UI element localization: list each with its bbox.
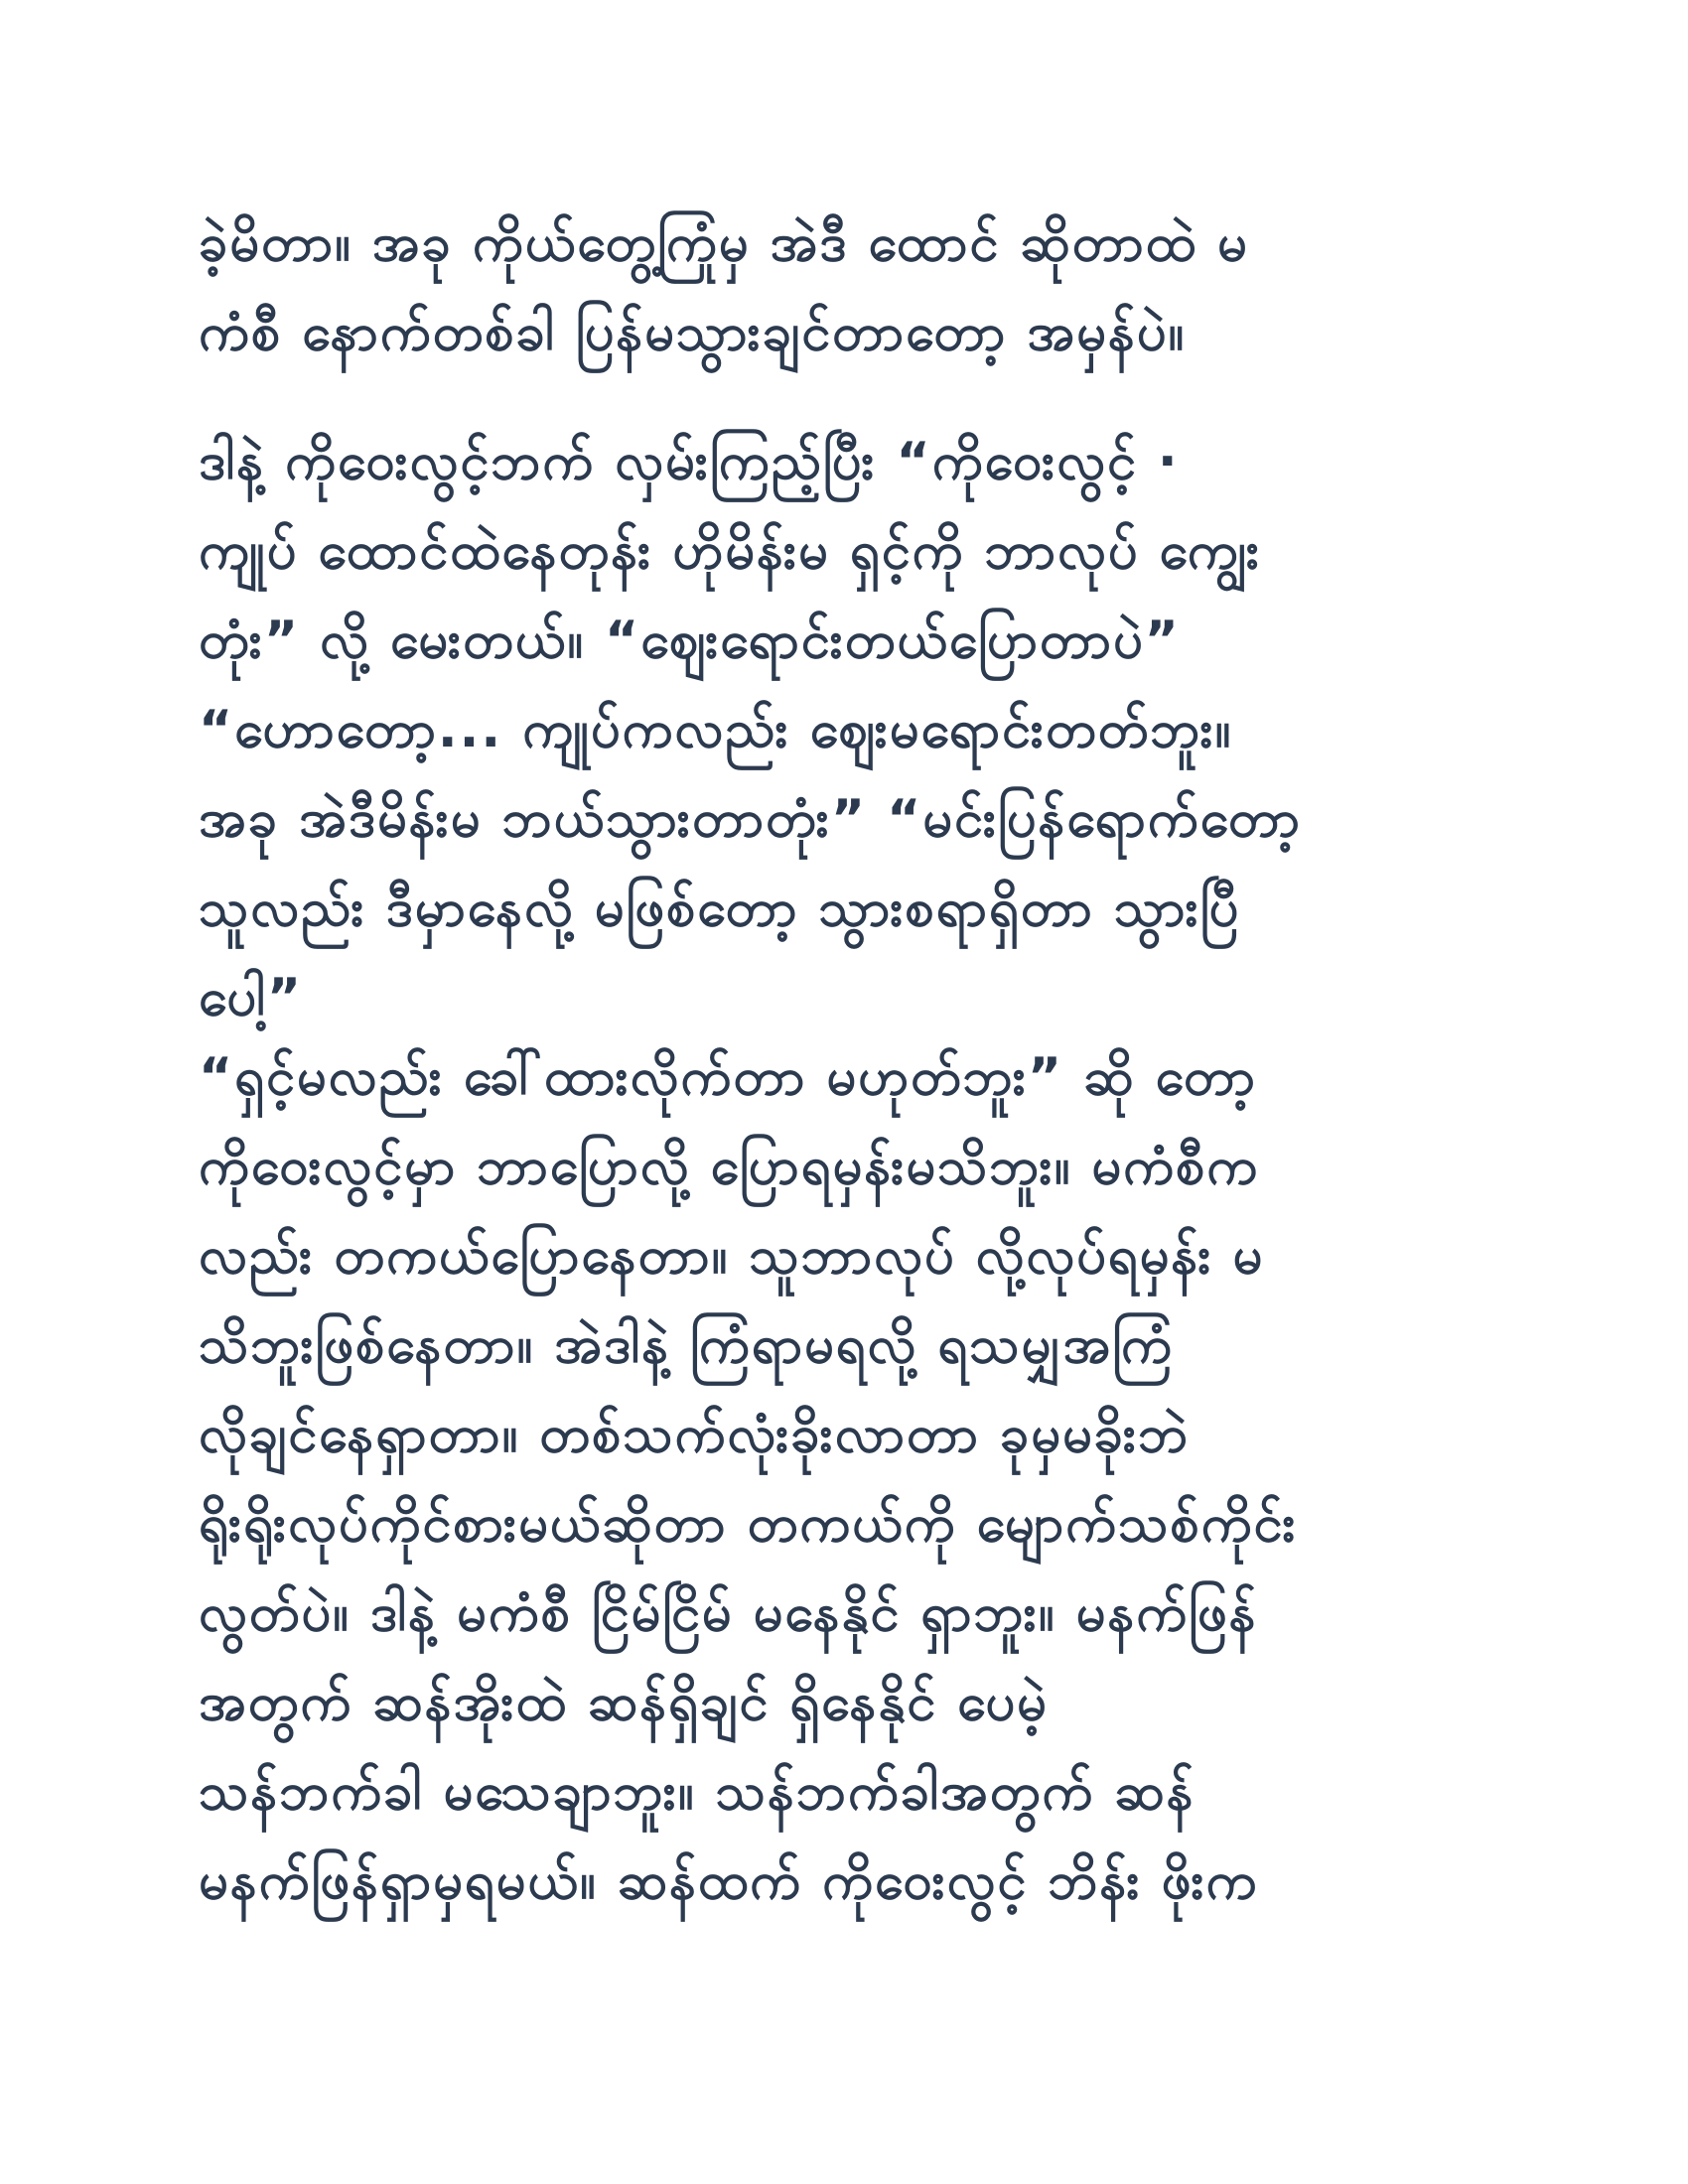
text-line: တုံး” လို့ မေးတယ်။ “ဈေးရောင်းတယ်ပြောတာပဲ” (199, 611, 1181, 670)
text-line: လိုချင်နေရှာတာ။ တစ်သက်လုံးခိုးလာတာ ခုမှမခိုးဘဲ (199, 1405, 1191, 1464)
text-line: ကိုဝေးလွင့်မှာ ဘာပြောလို့ ပြောရမှန်းမသိဘူး။ မကံစီက (199, 1137, 1260, 1196)
text-line: လည်း တကယ်ပြောနေတာ။ သူဘာလုပ် လို့လုပ်ရမှန်း မ (199, 1226, 1265, 1286)
text-line: ဒါနဲ့ ကိုဝေးလွင့်ဘက် လှမ်းကြည့်ပြီး “ကိုဝေးလွင့် · (199, 432, 1180, 491)
text-line: ကျုပ် ထောင်ထဲနေတုန်း ဟိုမိန်းမ ရှင့်ကို ဘာလုပ် ကျွေး (199, 521, 1262, 581)
text-line: လွတ်ပဲ။ ဒါနဲ့ မကံစီ ငြိမ်ငြိမ် မနေနိုင် ရှာဘူး။ မနက်ဖြန် (199, 1583, 1258, 1643)
text-line: သူလည်း ဒီမှာနေလို့ မဖြစ်တော့ သွားစရာရှိတာ သွားပြီ (199, 879, 1241, 938)
text-line: သန်ဘက်ခါ မသေချာဘူး။ သန်ဘက်ခါအတွက် ဆန် (199, 1762, 1196, 1822)
text-line: ပေါ့” (199, 968, 304, 1027)
text-line: အခု အဲဒီမိန်းမ ဘယ်သွားတာတုံး” “မင်းပြန်ရောက်တော့ (199, 789, 1302, 849)
paragraph-3 (199, 1032, 1489, 1926)
text-line: မနက်ဖြန်ရှာမှရမယ်။ ဆန်ထက် ကိုဝေးလွင့် ဘိန်း ဖိုးက (199, 1851, 1259, 1911)
paragraph-1 (199, 199, 1489, 377)
text-line: “ဟောတော့... ကျုပ်ကလည်း ဈေးမရောင်းတတ်ဘူး။ (199, 700, 1233, 759)
text-line: “ရှင့်မလည်း ခေါ်ထားလိုက်တာ မဟုတ်ဘူး” ဆို တော့ (199, 1047, 1257, 1107)
text-line: အတွက် ဆန်အိုးထဲ ဆန်ရှိချင် ရှိနေနိုင် ပေမဲ့ (199, 1673, 1049, 1732)
paragraph-2 (199, 417, 1489, 1042)
text-line: ကံစီ နောက်တစ်ခါ ပြန်မသွားချင်တာတော့ အမှန်ပဲ။ (199, 303, 1187, 362)
text-line: ခဲ့မိတာ။ အခု ကိုယ်တွေ့ကြုံမှ အဲဒီ ထောင် ဆိုတာထဲ မ (199, 213, 1249, 273)
text-line: သိဘူးဖြစ်နေတာ။ အဲဒါနဲ့ ကြံရာမရလို့ ရသမျှအကြံ (199, 1315, 1174, 1375)
text-line: ရိုးရိုးလုပ်ကိုင်စားမယ်ဆိုတာ တကယ်ကို မျောက်သစ်ကိုင်း (199, 1494, 1298, 1554)
